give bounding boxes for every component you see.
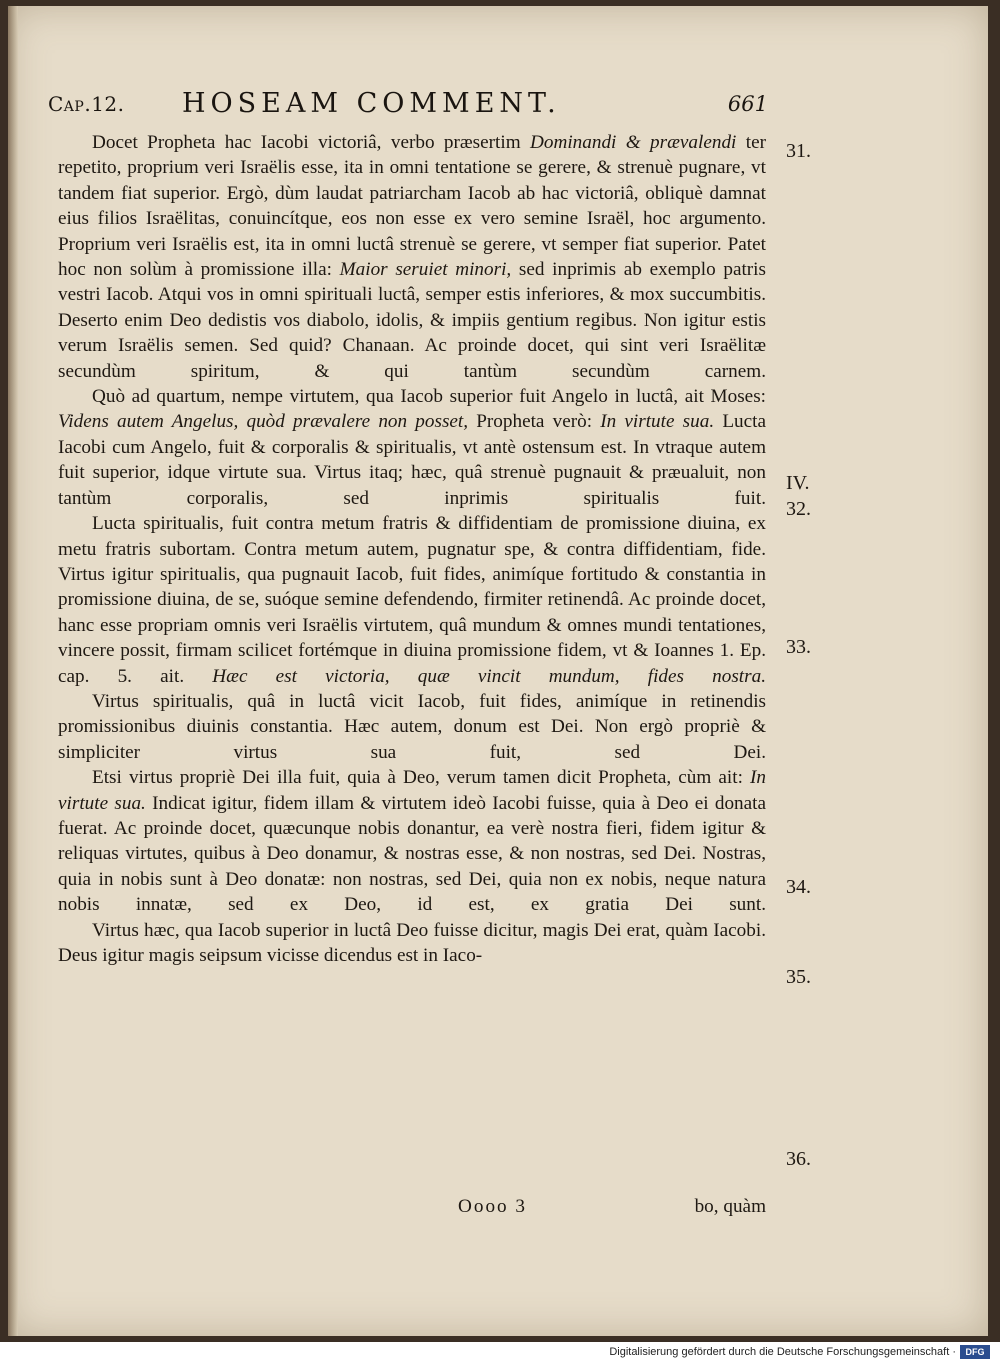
paragraph-1 — [58, 130, 766, 384]
italic-quote: Maior seruiet minori, — [339, 259, 512, 281]
paragraph-3 — [58, 511, 766, 689]
italic-quote: Dominandi & prævalendi — [530, 132, 737, 153]
running-header — [48, 88, 768, 122]
page-number: 661 — [727, 92, 768, 116]
margin-note-35: 35. — [786, 966, 811, 988]
italic-quote: Videns autem Angelus, quòd prævalere non posset, — [58, 411, 469, 433]
italic-quote: Hæc est victoria, quæ vincit mundum, fides nostra. — [212, 665, 766, 687]
text-run: Lucta spiritualis, fuit contra metum fratris & diffidentiam de promissione diuina, ex metu fratris subortam. Contra metum autem, pugnatur spe, & contra diffidentiam, fide. Virtus igitur spiritualis, qua pugnauit Iacob, fuit fides, animíque fortitudo & constantia in promissione diuina, de se, suóque semine defendendo, firmiter retinendâ. Ac proinde docet, hanc esse propriam omnis veri Israëlis virtutem, quâ mundum & omnes mundi tentationes, vincere possit, firmam scilicet fortémque in diuina promissione fidem, vt & Ioannes 1. Ep. cap. 5. ait. — [58, 513, 766, 687]
text-run: Lucta Iacobi cum Angelo, fuit & corporalis & spiritualis, vt antè ostensum est. In vtraque autem fuit superior, idque virtute sua. Virtus itaq; hæc, quâ strenuè pugnauit & præualuit, non tantùm corporalis, sed inprimis spiritualis fuit. — [58, 411, 766, 509]
paragraph-2 — [58, 384, 766, 511]
text-run: Quò ad quartum, nempe virtutem, qua Iacob superior fuit Angelo in luctâ, ait Moses: — [92, 386, 766, 408]
margin-note-33: 33. — [786, 636, 811, 658]
text-run: Etsi virtus propriè Dei illa fuit, quia à Deo, verum tamen dicit Propheta, cùm ait: — [92, 767, 751, 789]
text-run: ter repetito, proprium veri Israëlis esse, ita in omni tentatione se gerere, & strenuè pugnare, vt tandem fiat superior. Ergò, dùm laudat patriarcham Iacob ab hac victoriâ, obliquè damnat eius filios Israëlitas, conuincítque, eos non esse ex vero semine Israël, hoc argumento. Proprium veri Israëlis est, ita in omni luctâ strenuè se gerere, vt semper fiat superior. Patet hoc non solùm à promissione illa: — [58, 132, 766, 281]
text-run: Indicat igitur, fidem illam & virtutem ideò Iacobi fuisse, quia à Deo ei donata fuerat. Ac proinde docet, quæcunque nobis donantur, ea verè nostra fieri, fidem igitur & reliquas virtutes, quibus à Deo donamur, & nostras esse, & non nostras, sed Dei. Nostras, quia in nobis sunt à Deo donatæ: non nostras, sed Dei, quia non ex nobis, neque natura nobis innatæ, sed ex Deo, id est, ex gratia Dei sunt. — [58, 792, 766, 916]
paragraph-6 — [58, 918, 766, 969]
dfg-logo: DFG — [960, 1345, 990, 1359]
text-run: Docet Propheta hac Iacobi victoriâ, verbo præsertim — [92, 132, 531, 153]
margin-note-31: 31. — [786, 140, 811, 162]
running-title: HOSEAM COMMENT. — [182, 88, 561, 119]
paragraph-4 — [58, 689, 766, 765]
italic-quote: In virtute sua. — [600, 411, 715, 433]
margin-note-34: 34. — [786, 876, 811, 898]
signature-mark: Oooo 3 — [458, 1196, 528, 1217]
margin-note-36: 36. — [786, 1148, 811, 1170]
margin-note-iv: IV. — [786, 472, 810, 494]
text-run: Propheta verò: — [468, 411, 601, 433]
italic-quote: In virtute sua. — [58, 767, 766, 814]
chapter-label: Cap.12. — [48, 92, 125, 116]
text-run: Virtus hæc, qua Iacob superior in luctâ Deo fuisse dicitur, magis Dei erat, quàm Iacobi. Deus igitur magis seipsum vicisse dicendus est in Iaco- — [58, 919, 766, 966]
margin-note-32: 32. — [786, 498, 811, 520]
funding-credit: Digitalisierung gefördert durch die Deutsche Forschungsgemeinschaft · — [609, 1346, 956, 1358]
page-gutter-shadow — [8, 6, 18, 1336]
digitization-footer — [0, 1342, 1000, 1364]
catchword: bo, quàm — [694, 1196, 766, 1217]
text-run: sed inprimis ab exemplo patris vestri Iacob. Atqui vos in omni spirituali luctâ, semper estis inferiores, & mox succumbitis. Deserto enim Deo dedistis vos diabolo, idolis, & impiis gentium regibus. Non igitur estis verum Israëlis semen. Sed quid? Chanaan. Ac proinde docet, qui sint veri Israëlitæ secundùm spiritum, & qui tantùm secundùm carnem. — [58, 259, 766, 382]
paragraph-5 — [58, 765, 766, 917]
text-run: Virtus spiritualis, quâ in luctâ vicit Iacob, fuit fides, animíque in retinendis promissionibus diuinis constantia. Hæc autem, donum est Dei. Non ergò propriè & simpliciter virtus sua fuit, sed Dei. — [58, 690, 766, 763]
body-text — [58, 130, 766, 968]
